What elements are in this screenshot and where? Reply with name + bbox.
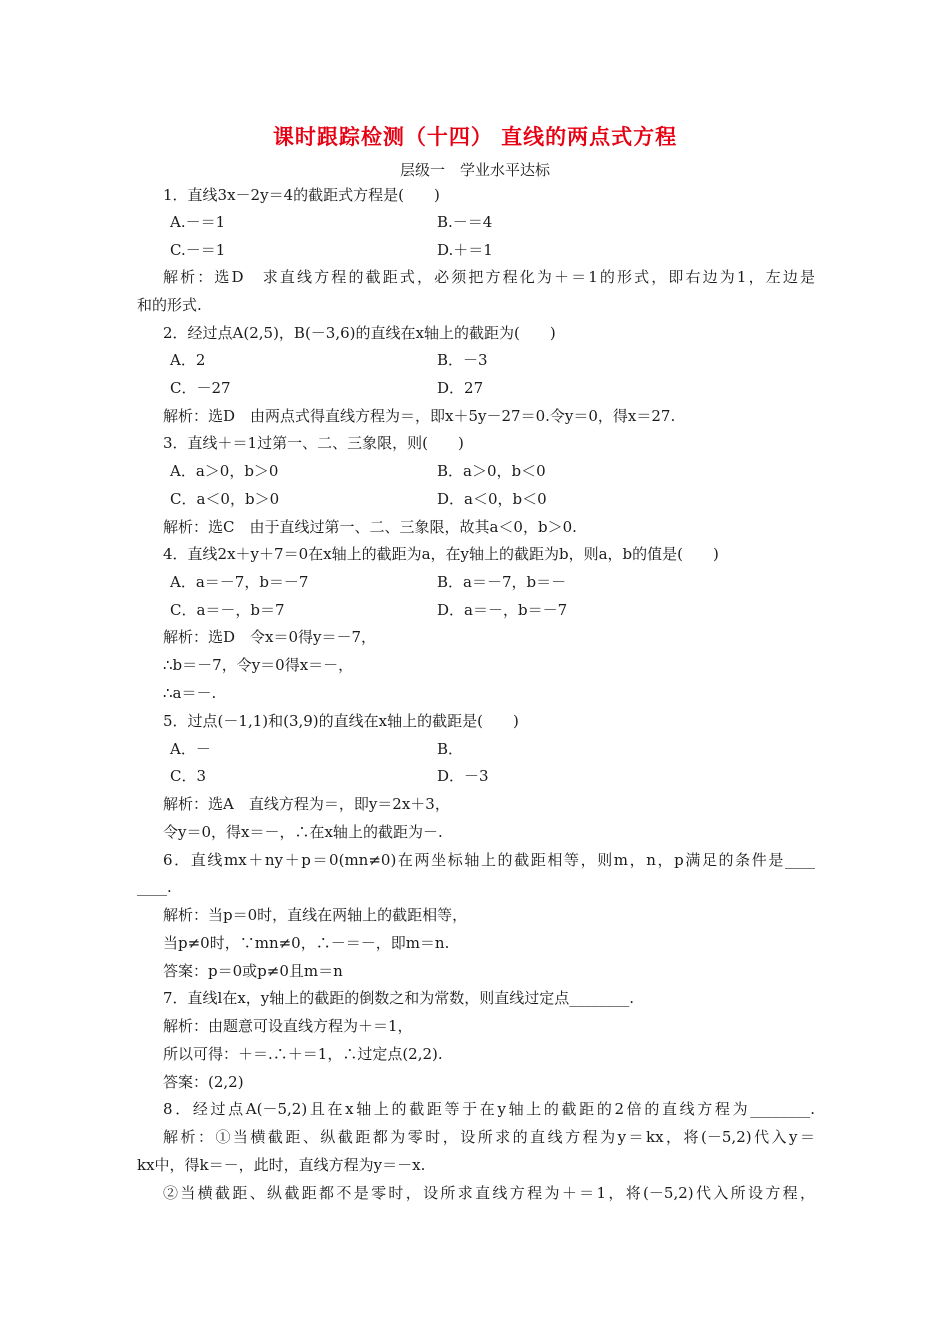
q1-solution: 解析：选D 求直线方程的截距式，必须把方程化为＋＝1的形式，即右边为1，左边是 (163, 268, 815, 286)
q5-option-b: B． (437, 740, 464, 758)
question-5: 5．过点(－1,1)和(3,9)的直线在x轴上的截距是( ) (163, 712, 519, 730)
q2-option-c: C．－27 (170, 379, 231, 397)
q8-solution-cont: kx中，得k＝－，此时，直线方程为y＝－x. (137, 1156, 426, 1174)
question-3: 3．直线＋＝1过第一、二、三象限，则( ) (163, 434, 464, 452)
q5-solution: 解析：选A 直线方程为＝，即y＝2x＋3， (163, 795, 450, 813)
page-title: 课时跟踪检测（十四） 直线的两点式方程 (272, 125, 678, 149)
q3-option-a: A．a＞0，b＞0 (170, 462, 279, 480)
question-8: 8．经过点A(－5,2)且在x轴上的截距等于在y轴上的截距的2倍的直线方程为________. (163, 1100, 815, 1118)
q7-solution: 解析：由题意可设直线方程为＋＝1， (163, 1017, 413, 1035)
question-6-cont: ____. (137, 878, 172, 896)
q4-option-c: C．a＝－，b＝7 (170, 601, 285, 619)
q6-solution-step: 当p≠0时，∵mn≠0，∴－＝－，即m＝n. (163, 934, 450, 952)
q2-option-d: D．27 (437, 379, 484, 397)
q3-option-b: B．a＞0，b＜0 (437, 462, 546, 480)
q3-option-c: C．a＜0，b＞0 (170, 490, 280, 508)
q4-solution-step: ∴b＝－7，令y＝0得x＝－， (163, 656, 354, 674)
q2-option-a: A．2 (170, 351, 206, 369)
q8-solution-case2: ②当横截距、纵截距都不是零时，设所求直线方程为＋＝1，将(－5,2)代入所设方程， (163, 1184, 815, 1202)
q5-option-d: D．－3 (437, 767, 489, 785)
q6-solution: 解析：当p＝0时，直线在两轴上的截距相等， (163, 906, 468, 924)
question-6: 6．直线mx＋ny＋p＝0(mn≠0)在两坐标轴上的截距相等，则m，n，p满足的条件是____ (163, 851, 815, 869)
q5-solution-step: 令y＝0，得x＝－，∴在x轴上的截距为－. (163, 823, 443, 841)
q2-option-b: B．－3 (437, 351, 488, 369)
question-7: 7．直线l在x，y轴上的截距的倒数之和为常数，则直线过定点________. (163, 989, 635, 1007)
question-1: 1．直线3x－2y＝4的截距式方程是( ) (163, 186, 440, 204)
q1-option-d: D.＋＝1 (437, 241, 493, 259)
q7-solution-step: 所以可得：＋＝.∴＋＝1，∴过定点(2,2). (163, 1045, 443, 1063)
q4-option-a: A．a＝－7，b＝－7 (170, 573, 309, 591)
q3-option-d: D．a＜0，b＜0 (437, 490, 547, 508)
q6-answer: 答案：p＝0或p≠0且m＝n (163, 962, 343, 980)
q1-solution-cont: 和的形式. (137, 296, 202, 314)
q1-option-b: B.－＝4 (437, 213, 493, 231)
question-4: 4．直线2x＋y＋7＝0在x轴上的截距为a，在y轴上的截距为b，则a，b的值是( ) (163, 545, 719, 563)
q4-solution-step: ∴a＝－. (163, 684, 217, 702)
q8-solution: 解析：①当横截距、纵截距都为零时，设所求的直线方程为y＝kx，将(－5,2)代入y＝ (163, 1128, 815, 1146)
q5-option-a: A．－ (170, 740, 211, 758)
q5-option-c: C．3 (170, 767, 207, 785)
q4-option-b: B．a＝－7，b＝－ (437, 573, 567, 591)
q7-answer: 答案：(2,2) (163, 1073, 244, 1091)
q2-solution: 解析：选D 由两点式得直线方程为＝，即x＋5y－27＝0.令y＝0，得x＝27. (163, 407, 676, 425)
q4-solution: 解析：选D 令x＝0得y＝－7， (163, 628, 377, 646)
section-subtitle: 层级一 学业水平达标 (399, 161, 550, 179)
q3-solution: 解析：选C 由于直线过第一、二、三象限，故其a＜0，b＞0. (163, 518, 577, 536)
q1-option-a: A.－＝1 (170, 213, 226, 231)
q4-option-d: D．a＝－，b＝－7 (437, 601, 568, 619)
q1-option-c: C.－＝1 (170, 241, 226, 259)
question-2: 2．经过点A(2,5)，B(－3,6)的直线在x轴上的截距为( ) (163, 324, 556, 342)
